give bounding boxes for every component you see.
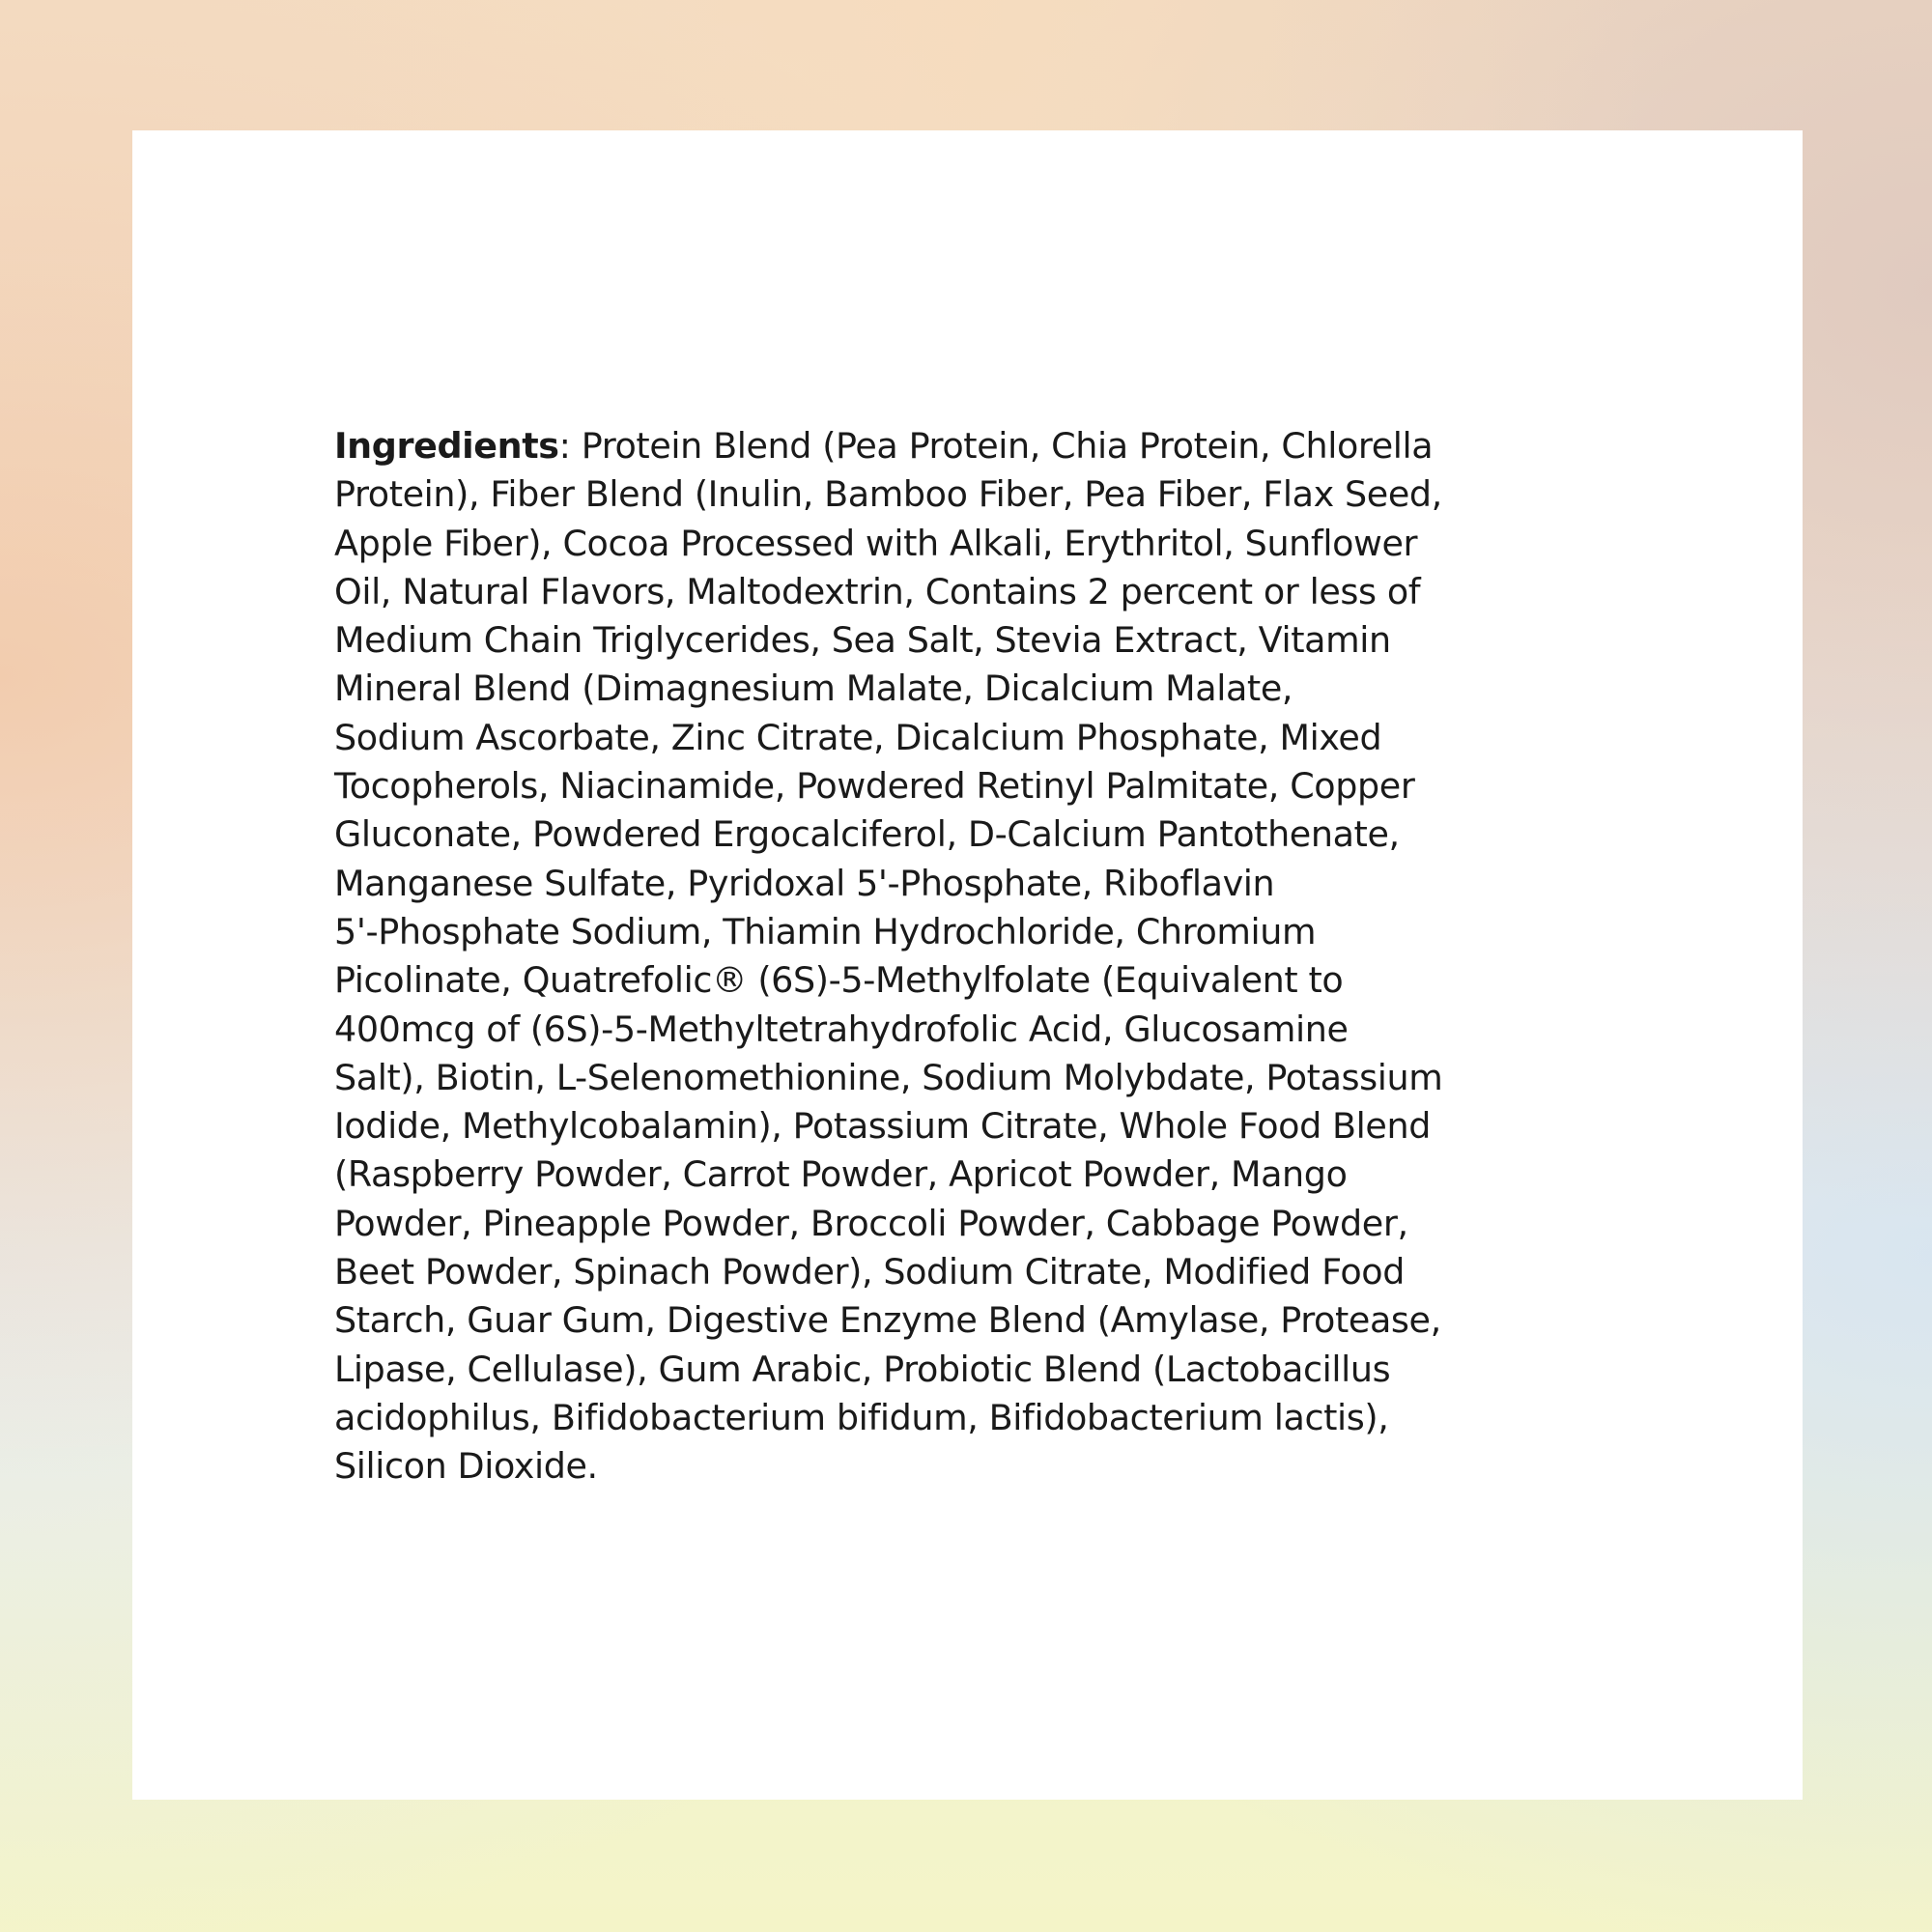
ingredients-text [334,422,1725,1492]
ingredients-separator: : [558,425,582,467]
ingredients-line-22: Silicon Dioxide. [334,1445,598,1488]
ingredients-card [132,130,1803,1800]
ingredients-line-18: Beet Powder, Spinach Powder), Sodium Citrate, Modified Food [334,1251,1406,1293]
ingredients-line-13: 400mcg of (6S)-5-Methyltetrahydrofolic Acid, Glucosamine [334,1008,1349,1050]
ingredients-line-21: acidophilus, Bifidobacterium bifidum, Bifidobacterium lactis), [334,1396,1389,1438]
ingredients-line-2: Protein), Fiber Blend (Inulin, Bamboo Fiber, Pea Fiber, Flax Seed, [334,473,1442,516]
ingredients-label: Ingredients [334,425,559,467]
ingredients-line-10: Manganese Sulfate, Pyridoxal 5'-Phosphate, Riboflavin [334,862,1275,904]
ingredients-line-6: Mineral Blend (Dimagnesium Malate, Dicalcium Malate, [334,668,1293,710]
ingredients-line-15: Iodide, Methylcobalamin), Potassium Citrate, Whole Food Blend [334,1105,1431,1148]
ingredients-line-20: Lipase, Cellulase), Gum Arabic, Probiotic Blend (Lactobacillus [334,1348,1391,1390]
ingredients-line-9: Gluconate, Powdered Ergocalciferol, D-Calcium Pantothenate, [334,813,1400,856]
ingredients-line-8: Tocopherols, Niacinamide, Powdered Retinyl Palmitate, Copper [334,765,1415,808]
ingredients-line-1: Protein Blend (Pea Protein, Chia Protein, Chlorella [581,425,1434,467]
ingredients-line-16: (Raspberry Powder, Carrot Powder, Apricot Powder, Mango [334,1153,1348,1196]
ingredients-line-4: Oil, Natural Flavors, Maltodextrin, Contains 2 percent or less of [334,570,1421,612]
ingredients-line-5: Medium Chain Triglycerides, Sea Salt, Stevia Extract, Vitamin [334,619,1391,662]
ingredients-line-3: Apple Fiber), Cocoa Processed with Alkali, Erythritol, Sunflower [334,522,1418,564]
ingredients-line-11: 5'-Phosphate Sodium, Thiamin Hydrochloride, Chromium [334,910,1317,952]
ingredients-line-19: Starch, Guar Gum, Digestive Enzyme Blend (Amylase, Protease, [334,1299,1441,1342]
ingredients-line-17: Powder, Pineapple Powder, Broccoli Powder, Cabbage Powder, [334,1202,1408,1244]
ingredients-line-12: Picolinate, Quatrefolic® (6S)-5-Methylfolate (Equivalent to [334,959,1344,1002]
ingredients-line-7: Sodium Ascorbate, Zinc Citrate, Dicalcium Phosphate, Mixed [334,716,1382,758]
ingredients-line-14: Salt), Biotin, L-Selenomethionine, Sodium Molybdate, Potassium [334,1056,1443,1098]
